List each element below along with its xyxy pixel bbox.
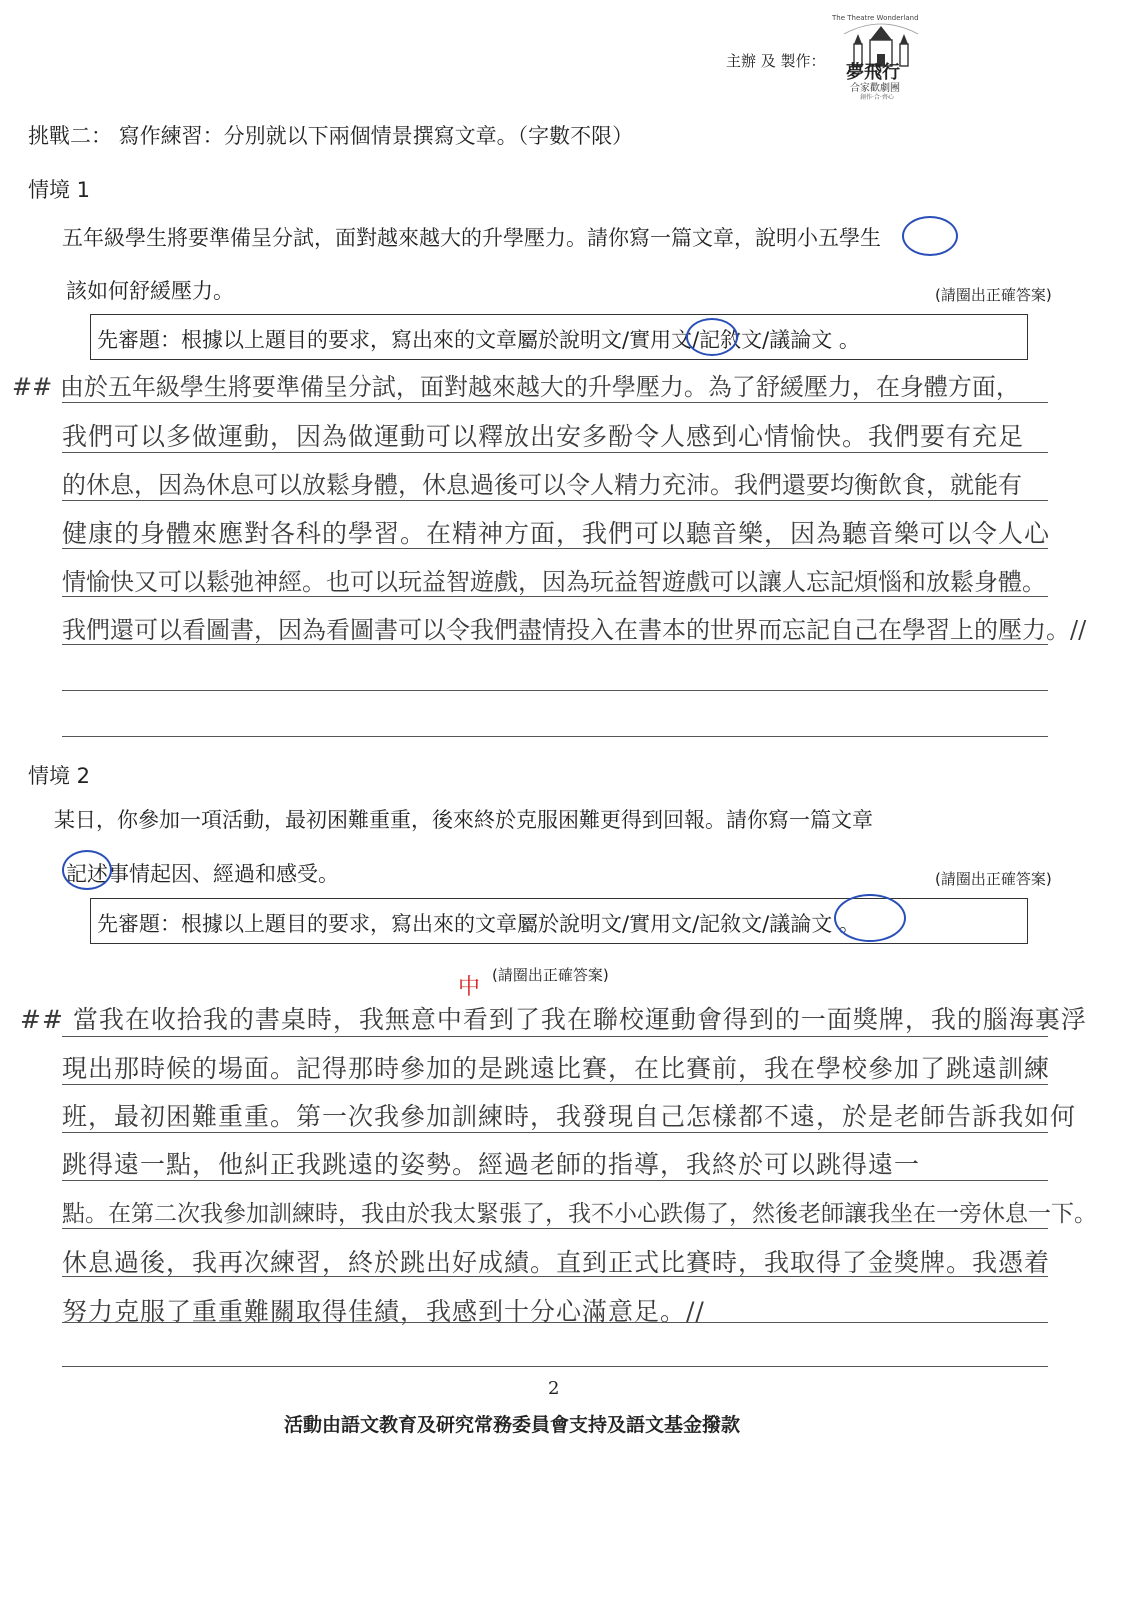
answer-line: 情愉快又可以鬆弛神經。也可以玩益智遊戲，因為玩益智遊戲可以讓人忘記煩惱和放鬆身體。 xyxy=(62,568,1046,596)
answer-line: 我們可以多做運動，因為做運動可以釋放出安多酚令人感到心情愉快。我們要有充足 xyxy=(62,422,1025,451)
circle-mark xyxy=(902,216,958,256)
challenge-title: 挑戰二： 寫作練習：分別就以下兩個情景撰寫文章。（字數不限） xyxy=(28,124,634,148)
scenario-2-prompt-line1: 某日，你參加一項活動，最初困難重重，後來終於克服困難更得到回報。請你寫一篇文章 xyxy=(54,808,873,832)
answer-line: 現出那時候的場面。記得那時參加的是跳遠比賽，在比賽前，我在學校參加了跳遠訓練 xyxy=(62,1054,1051,1083)
circle-answer-hint: (請圈出正確答案) xyxy=(935,286,1052,304)
answer-line: 健康的身體來應對各科的學習。在精神方面，我們可以聽音樂，因為聽音樂可以令人心 xyxy=(62,519,1051,548)
scenario-1-label: 情境 1 xyxy=(28,178,91,202)
answer-line: 班，最初困難重重。第一次我參加訓練時，我發現自己怎樣都不遠，於是老師告訴我如何 xyxy=(62,1102,1077,1131)
scenario-1-prompt-line1: 五年級學生將要準備呈分試，面對越來越大的升學壓力。請你寫一篇文章，說明小五學生 xyxy=(62,226,881,250)
logo-name: 夢飛行 xyxy=(846,62,900,83)
answer-line: ## 當我在收拾我的書桌時，我無意中看到了我在聯校運動會得到的一面獎牌，我的腦海裏浮 xyxy=(20,1005,1087,1034)
circle-mark xyxy=(686,318,738,356)
answer-line: 點。在第二次我參加訓練時，我由於我太緊張了，我不小心跌傷了，然後老師讓我坐在一旁休息一下。 xyxy=(62,1201,1097,1227)
answer-line: ## 由於五年級學生將要準備呈分試，面對越來越大的升學壓力。為了舒緩壓力，在身體方面， xyxy=(12,373,1020,401)
logo-tag: 創作·合·齊心 xyxy=(860,94,894,101)
question-type-text: 先審題：根據以上題目的要求，寫出來的文章屬於說明文/實用文/記敘文/議論文 。 xyxy=(97,912,860,936)
scenario-1-prompt-line2: 該如何舒緩壓力。 xyxy=(66,279,234,303)
circle-mark xyxy=(834,894,906,942)
organizer-label: 主辦 及 製作： xyxy=(726,52,826,70)
question-type-text: 先審題：根據以上題目的要求，寫出來的文章屬於說明文/實用文/記敘文/議論文 。 xyxy=(97,328,860,352)
logo-arc-text: The Theatre Wonderland xyxy=(832,14,919,22)
answer-line: 我們還可以看圖書，因為看圖書可以令我們盡情投入在書本的世界而忘記自己在學習上的壓力。// xyxy=(62,616,1087,644)
theatre-logo xyxy=(832,14,926,101)
answer-line: 的休息，因為休息可以放鬆身體，休息過後可以令人精力充沛。我們還要均衡飲食，就能有 xyxy=(62,471,1022,499)
scenario-2-label: 情境 2 xyxy=(28,764,91,788)
box-answer-hint: (請圈出正確答案) xyxy=(492,966,609,984)
correction-mark: 中 xyxy=(458,975,482,1000)
funding-note: 活動由語文教育及研究常務委員會支持及語文基金撥款 xyxy=(284,1414,741,1436)
answer-line: 努力克服了重重難關取得佳績，我感到十分心滿意足。// xyxy=(62,1297,705,1326)
page-number: 2 xyxy=(548,1378,560,1399)
answer-line: 跳得遠一點，他糾正我跳遠的姿勢。經過老師的指導，我終於可以跳得遠一 xyxy=(62,1150,921,1179)
scenario-2-prompt-line2: 記述事情起因、經過和感受。 xyxy=(66,862,339,886)
answer-line: 休息過後，我再次練習，終於跳出好成績。直到正式比賽時，我取得了金獎牌。我憑着 xyxy=(62,1248,1051,1277)
circle-answer-hint: (請圈出正確答案) xyxy=(935,870,1052,888)
logo-sub: 合家歡劇團 xyxy=(850,83,900,94)
circle-mark xyxy=(62,850,112,890)
